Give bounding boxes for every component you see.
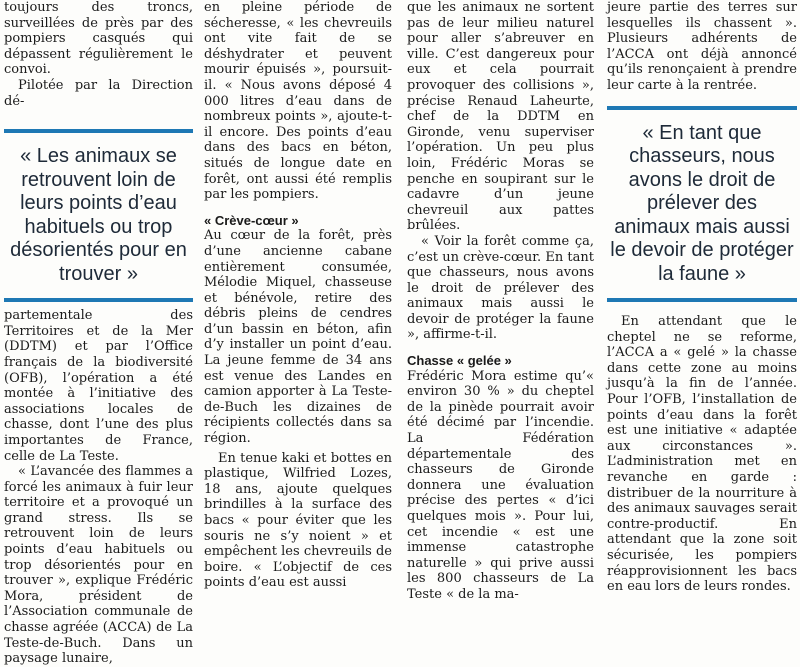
subheading-creve-coeur: « Crève-cœur » — [204, 212, 299, 228]
article-column-3 — [407, 0, 594, 602]
body-paragraph: Frédéric Mora estime qu’« environ 30 % » du cheptel de la pinède pourrait avoir été décimé par l’incendie. La Fédération départementale des chasseurs de Gironde donnera une évaluation précise des pertes « d’ici quelques mois ». Pour lui, cet incendie « est une immense catastrophe naturelle » qui prive aussi les 800 chasseurs de La Teste « de la ma- — [407, 368, 594, 602]
body-paragraph: En tenue kaki et bottes en plastique, Wilfried Lozes, 18 ans, ajoute quelques brindilles à la surface des bacs « pour éviter que les souris ne s’y noient » et empêchent les chevreuils de boire. « L’objectif de ces points d’eau est aussi — [204, 450, 392, 591]
article-column-1 — [4, 0, 193, 667]
article-column-2 — [204, 0, 392, 591]
subheading-chasse-gelee: Chasse « gelée » — [407, 353, 512, 369]
pull-quote: « En tant que chasseurs, nous avons le droit de prélever des animaux mais aussi le devoir de protéger la faune » — [610, 121, 794, 285]
pull-quote: « Les animaux se retrouvent loin de leurs points d’eau habituels ou trop désorientés pour en trouver » — [10, 145, 187, 285]
pull-quote-bottom-rule — [4, 298, 193, 302]
article-column-4 — [607, 0, 797, 595]
body-paragraph: « Voir la forêt comme ça, c’est un crève-cœur. En tant que chasseurs, nous avons le droit de prélever des animaux mais aussi le devoir de protéger la faune », affirme-t-il. — [407, 233, 594, 343]
body-paragraph: Au cœur de la forêt, près d’une ancienne cabane entièrement consumée, Mélodie Miquel, chasseuse et bénévole, retire des débris pleins de cendres d’un bassin en béton, afin d’y installer un point d’eau. La jeune femme de 34 ans est venue des Landes en camion apporter à La Teste-de-Buch les dizaines de récipients collectés dans sa région. — [204, 228, 392, 447]
body-paragraph: partementale des Territoires et de la Mer (DDTM) et par l’Office français de la biodiversité (OFB), l’opération a été montée à l’initiative des associations locales de chasse, dont l’une des plus importantes de France, celle de La Teste. — [4, 308, 193, 464]
body-paragraph: « L’avancée des flammes a forcé les animaux à fuir leur territoire et a provoqué un grand stress. Ils se retrouvent loin de leurs points d’eau habituels ou trop désorientés pour en trouver », explique Frédéric Mora, président de l’Association communale de chasse agréée (ACCA) de La Teste-de-Buch. Dans un paysage lunaire, — [4, 464, 193, 667]
body-paragraph: jeure partie des terres sur lesquelles ils chassent ». Plusieurs adhérents de l’ACCA ont déjà annoncé qu’ils renonçaient à prendre leur carte à la rentrée. — [607, 0, 797, 93]
body-paragraph: que les animaux ne sortent pas de leur milieu naturel pour aller s’abreuver en ville. C’est dangereux pour eux et cela pourrait provoquer des collisions », précise Renaud Laheurte, chef de la DDTM en Gironde, venu superviser l’opération. Un peu plus loin, Frédéric Moras se penche en soupirant sur le cadavre d’un jeune chevreuil aux pattes brûlées. — [407, 0, 594, 234]
body-paragraph: en pleine période de sécheresse, « les chevreuils ont vite fait de se déshydrater et peuvent mourir épuisés », poursuit-il. « Nous avons déposé 4 000 litres d’eau dans de nombreux points », ajoute-t-il encore. Des points d’eau dans des bacs en béton, situés de longue date en forêt, ont aussi été remplis par les pompiers. — [204, 0, 392, 203]
pull-quote-top-rule — [4, 129, 193, 133]
pull-quote-top-rule — [607, 106, 797, 110]
body-paragraph: En attendant que le cheptel ne se reforme, l’ACCA a « gelé » la chasse dans cette zone au moins jusqu’à la fin de l’année. Pour l’OFB, l’installation de points d’eau dans la forêt est une initiative « adaptée aux circonstances ». L’administration met en revanche en garde : distribuer de la nourriture à des animaux sauvages serait contre-productif. En attendant que la zone soit sécurisée, les pompiers réapprovisionnent les bacs en eau lors de leurs rondes. — [607, 314, 797, 595]
body-paragraph: Pilotée par la Direction dé- — [4, 77, 193, 109]
pull-quote-bottom-rule — [607, 298, 797, 302]
body-paragraph: toujours des troncs, surveillées de près par des pompiers casqués qui dépassent régulièrement le convoi. — [4, 0, 193, 78]
